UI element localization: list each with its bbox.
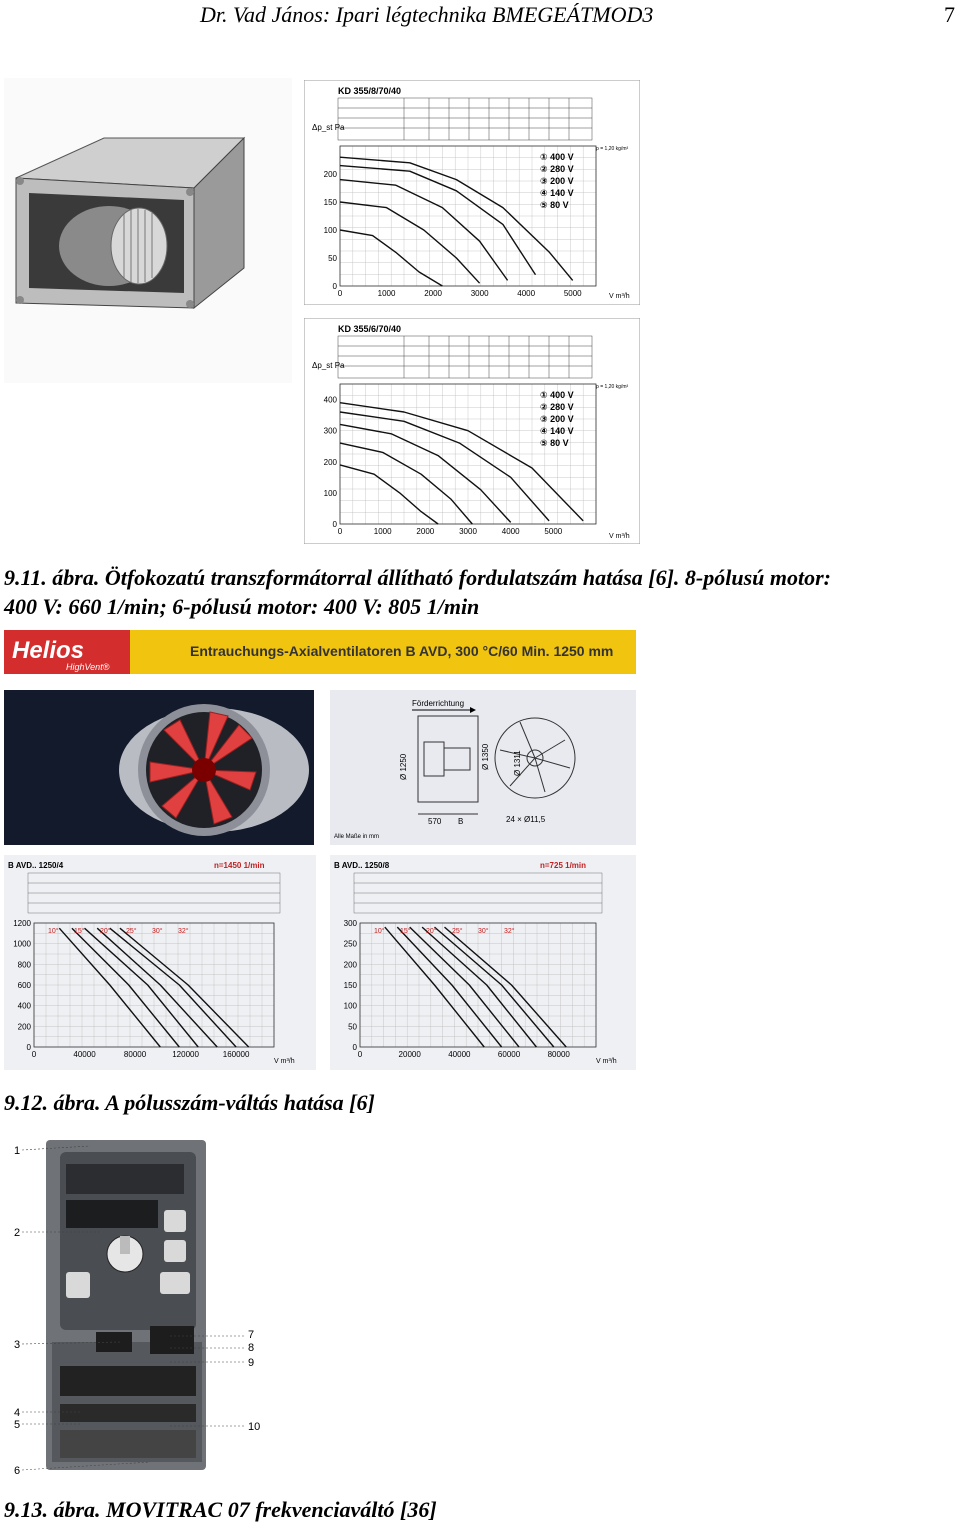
x-tick-label: 1000 <box>373 527 392 536</box>
angle-label: 32° <box>178 928 189 935</box>
page-number: 7 <box>944 2 955 27</box>
chart3-speed: n=1450 1/min <box>214 861 265 870</box>
angle-label: 10° <box>48 928 59 935</box>
banner-title: Entrauchungs-Axialventilatoren B AVD, 300 °C/60 Min. 1250 mm <box>190 643 614 659</box>
duct-fan-photo <box>4 78 292 383</box>
chart3-title: B AVD.. 1250/4 <box>8 861 64 870</box>
callout-1: 1 <box>14 1145 21 1157</box>
y-tick-label: 1000 <box>13 939 31 949</box>
y-tick-label: 1200 <box>13 919 31 928</box>
chart-kd355-8 <box>304 80 640 305</box>
y-tick-label: 300 <box>343 919 357 928</box>
y-tick-label: 400 <box>17 1001 31 1011</box>
y-tick-label: 0 <box>26 1043 31 1052</box>
chart1-density: ρ = 1,20 kg/m³ <box>596 146 629 152</box>
x-tick-label: 5000 <box>563 289 582 298</box>
fig911-caption-line1: 9.11. ábra. Ötfokozatú transzformátorral állítható fordulatszám hatása [6]. 8-pólusú motor: <box>4 565 831 590</box>
y-tick-label: 200 <box>343 960 357 970</box>
y-tick-label: 200 <box>323 457 337 467</box>
angle-label: 30° <box>152 928 163 935</box>
legend-400v: ① 400 V <box>540 390 574 400</box>
chart4-speed: n=725 1/min <box>540 861 587 870</box>
dim-d1350: Ø 1350 <box>481 743 490 770</box>
x-tick-label: 4000 <box>517 289 536 298</box>
chart3-xunit: V m³/h <box>274 1058 295 1065</box>
fig912-caption: 9.12. ábra. A pólusszám-váltás hatása [6] <box>4 1090 375 1115</box>
x-tick-label: 120000 <box>172 1050 199 1059</box>
x-tick-label: 4000 <box>501 527 520 536</box>
x-tick-label: 60000 <box>497 1050 521 1059</box>
callout-10: 10 <box>248 1421 261 1433</box>
legend-80v: ⑤ 80 V <box>540 200 569 210</box>
helios-banner <box>4 630 636 674</box>
angle-label: 15° <box>74 928 85 935</box>
y-tick-label: 0 <box>332 282 337 291</box>
y-tick-label: 200 <box>323 170 337 179</box>
legend-140v: ④ 140 V <box>540 188 574 198</box>
y-tick-label: 50 <box>328 254 337 263</box>
dim-b: B <box>458 817 464 826</box>
callout-5: 5 <box>14 1419 21 1431</box>
y-tick-label: 0 <box>332 520 337 529</box>
x-tick-label: 0 <box>31 1050 37 1059</box>
dim-570: 570 <box>428 817 442 826</box>
callout-8: 8 <box>248 1342 255 1354</box>
y-tick-label: 800 <box>17 960 31 970</box>
y-tick-label: 150 <box>323 198 337 207</box>
angle-label: 20° <box>426 928 437 935</box>
x-tick-label: 0 <box>357 1050 363 1059</box>
angle-label: 10° <box>374 928 385 935</box>
x-tick-label: 0 <box>337 289 343 298</box>
angle-label: 15° <box>400 928 411 935</box>
x-tick-label: 2000 <box>416 527 435 536</box>
callout-3: 3 <box>14 1339 21 1351</box>
y-tick-label: 150 <box>343 981 357 990</box>
angle-label: 32° <box>504 928 515 935</box>
angle-label: 20° <box>100 928 111 935</box>
chart2-legend <box>540 390 574 448</box>
x-tick-label: 160000 <box>222 1050 250 1059</box>
chart2-density: ρ = 1,20 kg/m³ <box>596 384 629 390</box>
dim-d1250: Ø 1250 <box>399 753 408 780</box>
y-tick-label: 300 <box>323 426 337 436</box>
legend-200v: ③ 200 V <box>540 176 574 186</box>
legend-400v: ① 400 V <box>540 152 574 162</box>
callout-7: 7 <box>248 1329 255 1341</box>
fig911-caption-line2: 400 V: 660 1/min; 6-pólusú motor: 400 V: 805 1/min <box>4 594 480 619</box>
dim-note: Alle Maße in mm <box>334 834 380 840</box>
chart1-title: KD 355/8/70/40 <box>338 86 402 96</box>
dim-holes: 24 × Ø11,5 <box>506 815 546 824</box>
x-tick-label: 40000 <box>73 1050 96 1059</box>
y-tick-label: 100 <box>343 1001 357 1011</box>
angle-label: 30° <box>478 928 489 935</box>
angle-label: 25° <box>126 928 137 935</box>
callout-4: 4 <box>14 1407 21 1419</box>
x-tick-label: 0 <box>337 527 343 536</box>
x-tick-label: 1000 <box>377 289 396 298</box>
movitrac-photo <box>0 1136 280 1481</box>
legend-80v: ⑤ 80 V <box>540 438 569 448</box>
chart2-ylabel: Δp_st Pa <box>312 361 345 370</box>
chart4-title: B AVD.. 1250/8 <box>334 861 390 870</box>
x-tick-label: 5000 <box>544 527 563 536</box>
y-tick-label: 250 <box>343 939 357 949</box>
axial-fan-photo <box>4 690 314 845</box>
chart2-xunit: V m³/h <box>609 533 630 540</box>
flow-direction-label: Förderrichtung <box>412 699 465 708</box>
callout-9: 9 <box>248 1357 255 1369</box>
chart4-xunit: V m³/h <box>596 1058 617 1065</box>
chart2-title: KD 355/6/70/40 <box>338 324 402 334</box>
angle-label: 25° <box>452 928 463 935</box>
chart-bavd-1250-8 <box>330 855 636 1070</box>
y-tick-label: 100 <box>323 488 337 498</box>
y-tick-label: 50 <box>348 1022 357 1032</box>
y-tick-label: 100 <box>323 226 337 235</box>
x-tick-label: 40000 <box>448 1050 471 1059</box>
helios-logo: Helios <box>12 637 85 664</box>
helios-sublogo: HighVent® <box>66 662 110 672</box>
legend-200v: ③ 200 V <box>540 414 574 424</box>
page-header-title: Dr. Vad János: Ipari légtechnika BMEGEÁTMOD3 <box>200 2 654 27</box>
chart1-legend <box>540 152 574 210</box>
chart-bavd-1250-4 <box>4 855 316 1070</box>
legend-140v: ④ 140 V <box>540 426 574 436</box>
legend-280v: ② 280 V <box>540 164 574 174</box>
x-tick-label: 2000 <box>424 289 442 298</box>
chart1-ylabel: Δp_st Pa <box>312 123 345 132</box>
dim-d1311: Ø 1311 <box>513 750 522 776</box>
legend-280v: ② 280 V <box>540 402 574 412</box>
dimension-drawing <box>330 690 636 845</box>
x-tick-label: 80000 <box>123 1050 147 1059</box>
x-tick-label: 3000 <box>470 289 489 298</box>
y-tick-label: 400 <box>323 395 337 405</box>
y-tick-label: 600 <box>17 981 31 990</box>
x-tick-label: 3000 <box>459 527 477 536</box>
y-tick-label: 0 <box>352 1043 357 1052</box>
fig913-caption: 9.13. ábra. MOVITRAC 07 frekvenciaváltó [36] <box>4 1497 437 1522</box>
x-tick-label: 20000 <box>398 1050 421 1059</box>
callout-6: 6 <box>14 1465 21 1477</box>
chart1-xunit: V m³/h <box>609 293 630 300</box>
chart-kd355-6 <box>304 318 640 544</box>
x-tick-label: 80000 <box>547 1050 570 1059</box>
callout-2: 2 <box>14 1227 21 1239</box>
y-tick-label: 200 <box>17 1022 31 1032</box>
